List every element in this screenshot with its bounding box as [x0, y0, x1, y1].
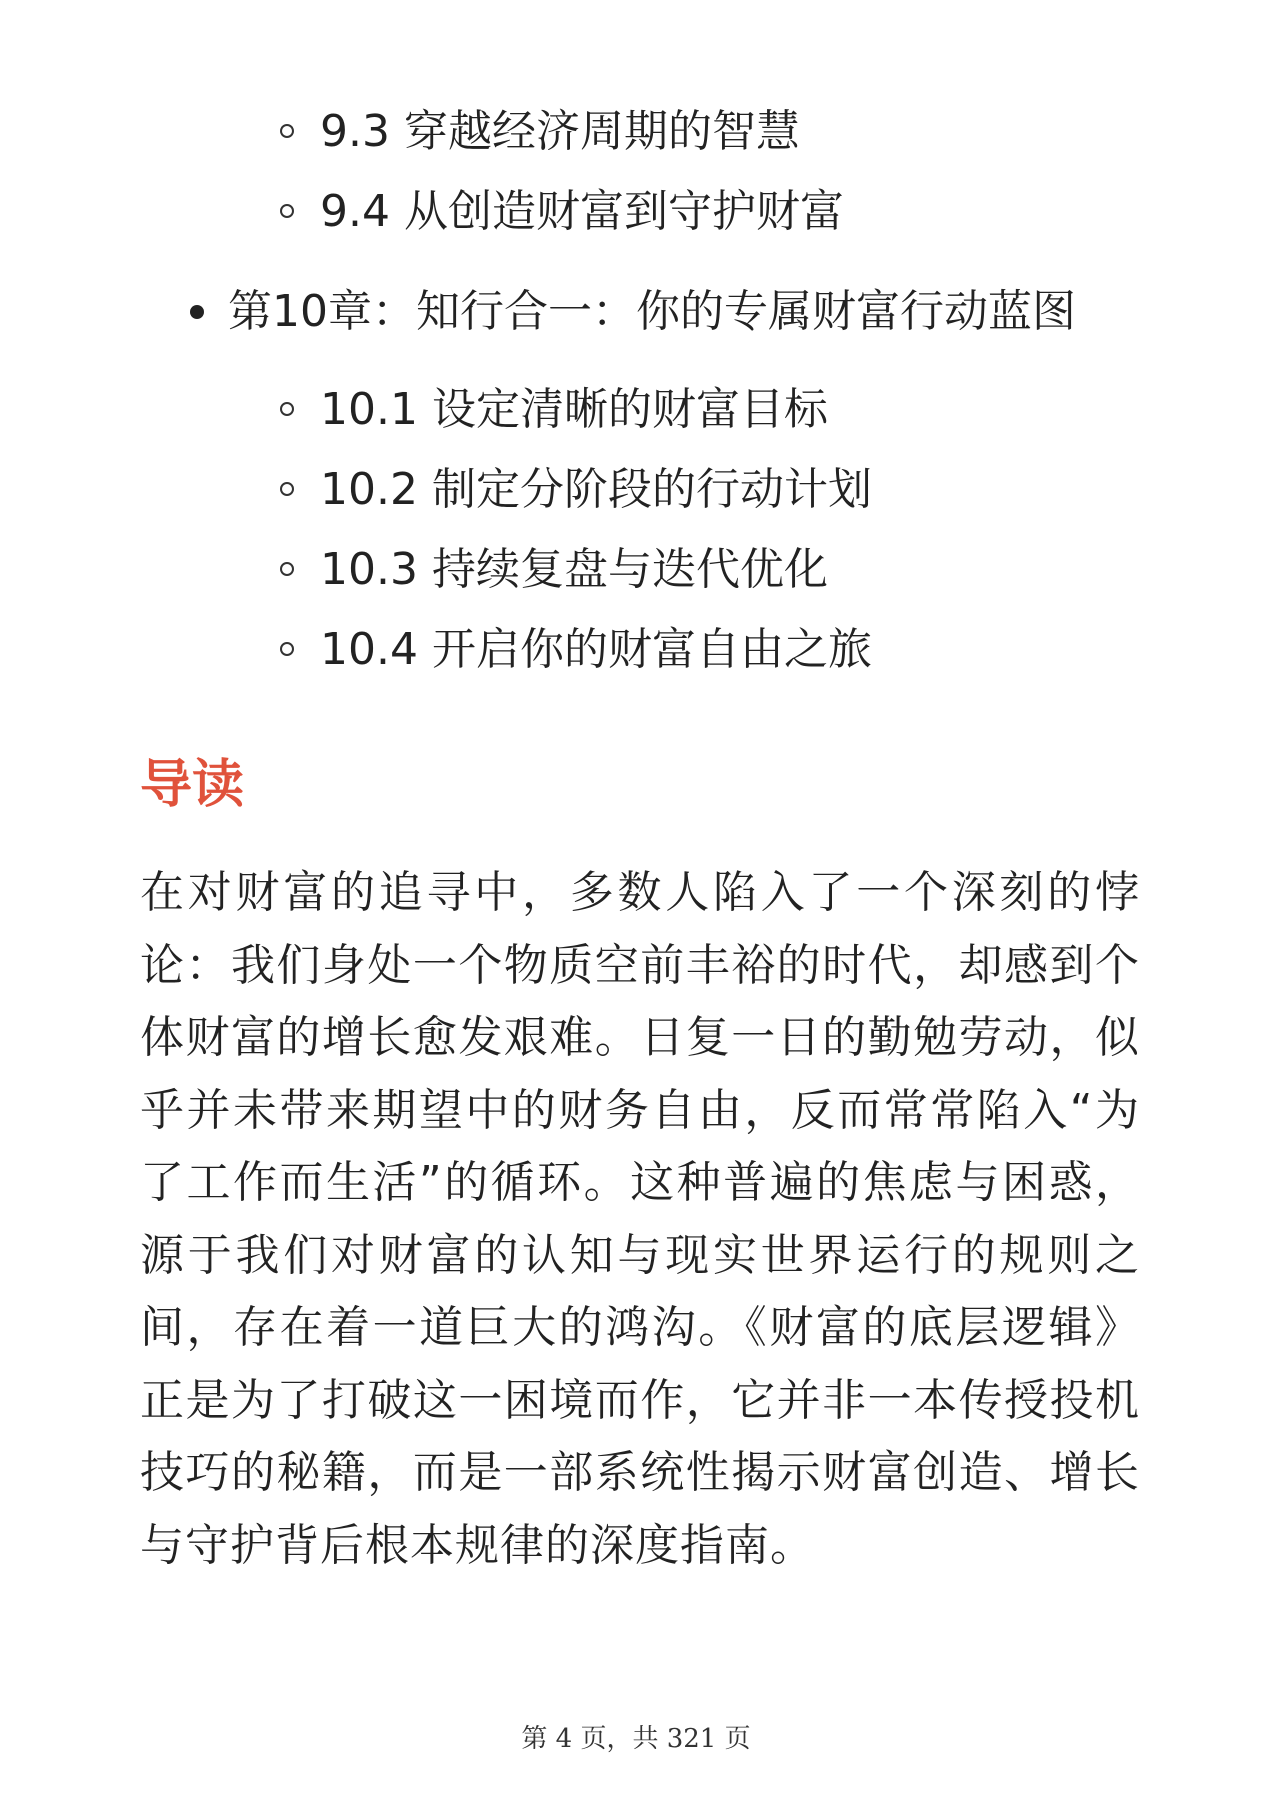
disc-bullet-icon	[190, 305, 204, 319]
toc-item-10-2[interactable]	[0, 450, 1272, 530]
circle-bullet-icon	[280, 124, 294, 138]
toc-chapter-10[interactable]	[0, 272, 1272, 352]
circle-bullet-icon	[280, 562, 294, 576]
toc-item-10-3[interactable]	[0, 530, 1272, 610]
circle-bullet-icon	[280, 402, 294, 416]
chapter10-sub-list	[0, 370, 1272, 690]
toc-item-label: 9.4 从创造财富到守护财富	[320, 186, 844, 237]
table-of-contents	[0, 92, 1272, 690]
chapter9-sub-list	[0, 92, 1272, 252]
toc-item-9-3[interactable]	[0, 92, 1272, 172]
toc-chapter-title: 第10章：知行合一：你的专属财富行动蓝图	[228, 286, 1076, 337]
toc-item-label: 10.4 开启你的财富自由之旅	[320, 624, 872, 675]
toc-item-label: 10.3 持续复盘与迭代优化	[320, 544, 828, 595]
toc-item-10-4[interactable]	[0, 610, 1272, 690]
toc-item-9-4[interactable]	[0, 172, 1272, 252]
circle-bullet-icon	[280, 204, 294, 218]
toc-item-label: 10.1 设定清晰的财富目标	[320, 384, 828, 435]
toc-item-label: 10.2 制定分阶段的行动计划	[320, 464, 872, 515]
page-number-footer: 第 4 页，共 321 页	[521, 1724, 751, 1754]
toc-item-10-1[interactable]	[0, 370, 1272, 450]
circle-bullet-icon	[280, 642, 294, 656]
circle-bullet-icon	[280, 482, 294, 496]
toc-item-label: 9.3 穿越经济周期的智慧	[320, 106, 800, 157]
intro-paragraph: 在对财富的追寻中，多数人陷入了一个深刻的悖论：我们身处一个物质空前丰裕的时代，却感到个体财富的增长愈发艰难。日复一日的勤勉劳动，似乎并未带来期望中的财务自由，反而常常陷入“为了工作而生活”的循环。这种普遍的焦虑与困惑，源于我们对财富的认知与现实世界运行的规则之间，存在着一道巨大的鸿沟。《财富的底层逻辑》正是为了打破这一困境而作，它并非一本传授投机技巧的秘籍，而是一部系统性揭示财富创造、增长与守护背后根本规律的深度指南。	[140, 867, 1140, 1571]
section-heading: 导读	[140, 755, 245, 815]
